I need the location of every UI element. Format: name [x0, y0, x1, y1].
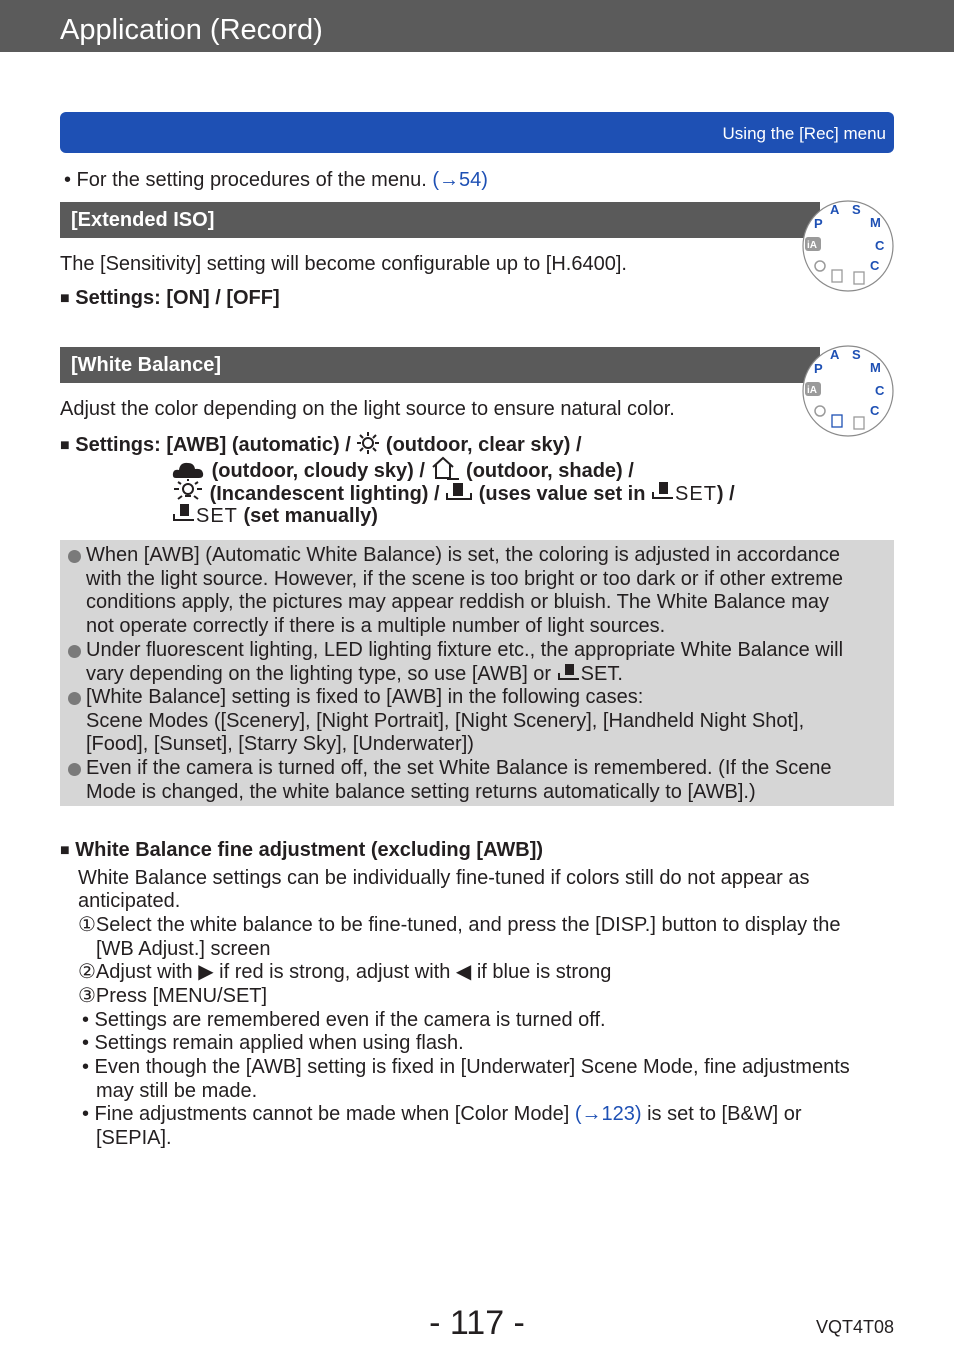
dial-letter-ia: iA [807, 385, 817, 396]
sun-icon [356, 432, 380, 454]
bullet-dot-icon [68, 692, 81, 705]
fine-adjust-step-1: ①Select the white balance to be fine-tuned, and press the [DISP.] button to display the [78, 914, 841, 936]
dial-letter-m: M [870, 360, 881, 375]
wb-option-awb: [AWB] (automatic) / [166, 434, 351, 456]
note-item: Under fluorescent lighting, LED lighting fixture etc., the appropriate White Balance will vary depending on the lighting type, so use [AWB] or SET. [86, 639, 886, 686]
header-bar [0, 0, 954, 52]
set-label: SET [580, 662, 618, 685]
dial-letter-c2: C [870, 258, 880, 273]
fine-adjust-note: [SEPIA]. [96, 1127, 172, 1149]
document-code: VQT4T08 [815, 1317, 894, 1337]
section-header-extended-iso: [Extended ISO] [60, 202, 820, 238]
dial-letter-a: A [830, 347, 840, 362]
dial-letter-c1: C [875, 383, 885, 398]
menu-banner [60, 112, 894, 153]
wb-settings-line4 [172, 503, 378, 528]
fine-adjust-step-2: ②Adjust with ▶ if red is strong, adjust with ◀ if blue is strong [78, 961, 612, 983]
dial-letter-ia: iA [807, 240, 817, 251]
dial-letter-c2: C [870, 403, 880, 418]
fine-adjust-step-1: [WB Adjust.] screen [96, 938, 271, 960]
color-mode-link[interactable]: (→123) [574, 1103, 642, 1125]
dial-letter-s: S [852, 347, 861, 362]
wb-option-clear-sky: (outdoor, clear sky) / [385, 434, 582, 456]
page-title: Application (Record) [60, 14, 323, 46]
wb-option-shade: (outdoor, shade) / [466, 460, 634, 482]
dial-letter-s: S [852, 202, 861, 217]
wb-option-cloudy: (outdoor, cloudy sky) / [211, 460, 425, 482]
fine-adjust-intro: anticipated. [78, 890, 181, 912]
shade-house-icon [430, 456, 460, 480]
square-bullet-icon: ■ [60, 437, 70, 454]
notes-box [60, 540, 894, 806]
note-item: When [AWB] (Automatic White Balance) is set, the coloring is adjusted in accordance with the light source. However, if the scene is too bright or too dark or if other extreme conditions apply, the pictures may appear reddish or bluish. The White Balance may not operate correctly if there is a multiple number of light sources. [86, 544, 886, 639]
page-number: - 117 - [429, 1304, 525, 1342]
dial-letter-p: P [814, 361, 823, 376]
cloud-icon [172, 458, 206, 480]
wb-settings-line1 [60, 432, 582, 459]
set-label: SET [196, 505, 238, 527]
wb-option-incandescent: (Incandescent lighting) / [209, 483, 440, 505]
fine-adjust-step-3: ③Press [MENU/SET] [78, 985, 268, 1007]
mode-dial-icon [802, 200, 894, 292]
extended-iso-settings [60, 286, 280, 312]
dial-letter-c1: C [875, 238, 885, 253]
wb-option-uses-value: (uses value set in [478, 483, 646, 505]
fine-adjust-note: • Even though the [AWB] setting is fixed in [Underwater] Scene Mode, fine adjustments [82, 1056, 850, 1078]
incandescent-bulb-icon [172, 479, 204, 503]
square-bullet-icon: ■ [60, 842, 70, 859]
bullet-dot-icon [68, 645, 81, 658]
white-set-icon [445, 481, 473, 503]
white-set-manual-icon [557, 663, 581, 683]
white-set-manual-icon [651, 481, 675, 503]
wb-option-uses-value-end: ) / [716, 483, 735, 505]
set-label: SET [675, 483, 717, 505]
fine-adjust-heading: ■ White Balance fine adjustment (excluding [AWB]) [60, 839, 544, 861]
fine-adjust-note: • Settings are remembered even if the camera is turned off. [82, 1009, 606, 1031]
intro-line [64, 168, 488, 192]
extended-iso-body: The [Sensitivity] setting will become configurable up to [H.6400]. [60, 253, 627, 275]
note-item: Even if the camera is turned off, the set White Balance is remembered. (If the Scene Mode is changed, the white balance setting returns automatically to [AWB].) [86, 757, 886, 804]
white-balance-body: Adjust the color depending on the light source to ensure natural color. [60, 398, 675, 420]
wb-option-manual: (set manually) [243, 505, 378, 527]
bullet-dot-icon [68, 550, 81, 563]
note-item: [White Balance] setting is fixed to [AWB] in the following cases: Scene Modes ([Scenery], [Night Portrait], [Night Scenery], [Handheld Night Shot], [Food], [Sunset], [Starry Sky], [Underwater]) [86, 686, 886, 757]
dial-letter-a: A [830, 202, 840, 217]
banner-label: Using the [Rec] menu [722, 124, 886, 143]
fine-adjust-note: • Fine adjustments cannot be made when [Color Mode] (→123) is set to [B&W] or [82, 1103, 802, 1125]
white-set-manual-icon [172, 503, 196, 525]
intro-text: • For the setting procedures of the menu. [64, 169, 433, 191]
wb-settings-label: Settings: [75, 434, 161, 456]
extended-iso-settings-text: Settings: [ON] / [OFF] [75, 287, 280, 309]
wb-settings-line3 [172, 479, 735, 506]
dial-letter-p: P [814, 216, 823, 231]
fine-adjust-note: may still be made. [96, 1080, 258, 1102]
intro-link[interactable]: (→54) [432, 169, 488, 191]
bullet-dot-icon [68, 763, 81, 776]
square-bullet-icon: ■ [60, 290, 70, 307]
fine-adjust-note: • Settings remain applied when using flash. [82, 1032, 464, 1054]
fine-adjust-intro: White Balance settings can be individually fine-tuned if colors still do not appear as [78, 867, 810, 889]
mode-dial-icon [802, 345, 894, 437]
section-header-white-balance: [White Balance] [60, 347, 820, 383]
dial-letter-m: M [870, 215, 881, 230]
